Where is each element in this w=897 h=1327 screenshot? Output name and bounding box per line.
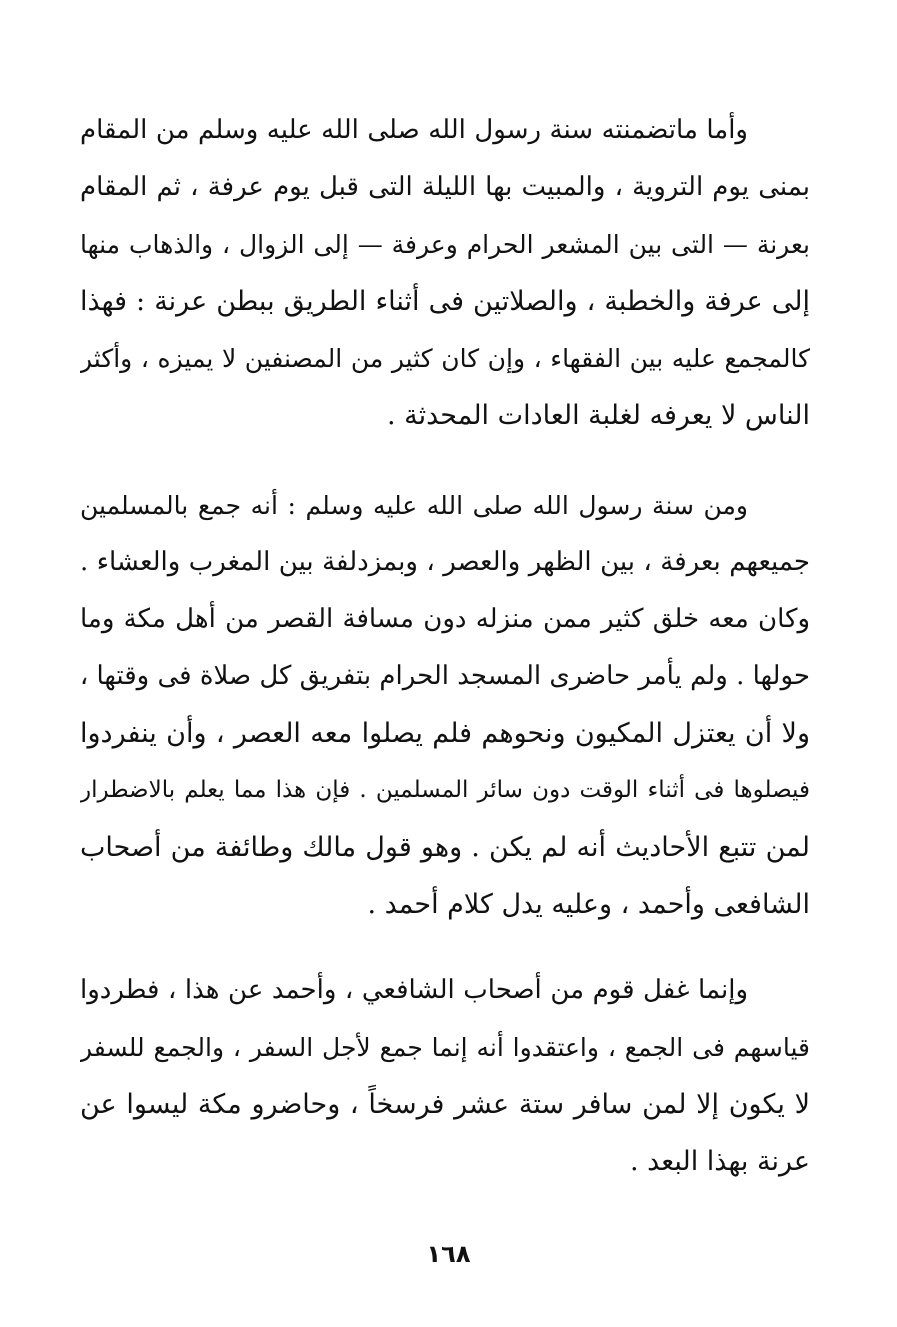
text-line: لا يكون إلا لمن سافر ستة عشر فرسخاً ، وحاضرو مكة ليسوا عن [80, 1089, 810, 1120]
text-line: فيصلوها فى أثناء الوقت دون سائر المسلمين . فإن هذا مما يعلم بالاضطرار [80, 777, 810, 803]
text-line: الناس لا يعرفه لغلبة العادات المحدثة . [386, 400, 810, 431]
text-line: وكان معه خلق كثير ممن منزله دون مسافة القصر من أهل مكة وما [80, 604, 810, 634]
text-line: بمنى يوم التروية ، والمبيت بها الليلة التى قبل يوم عرفة ، ثم المقام [80, 172, 810, 202]
text-line: وأما ماتضمنته سنة رسول الله صلى الله عليه وسلم من المقام [80, 115, 748, 145]
text-line: جميعهم بعرفة ، بين الظهر والعصر ، وبمزدلفة بين المغرب والعشاء . [80, 547, 810, 577]
text-line: ولا أن يعتزل المكيون ونحوهم فلم يصلوا معه العصر ، وأن ينفردوا [80, 718, 810, 749]
text-line: لمن تتبع الأحاديث أنه لم يكن . وهو قول مالك وطائفة من أصحاب [80, 832, 810, 863]
paragraph-3 [80, 962, 810, 1190]
page-number: ١٦٨ [426, 1240, 471, 1268]
text-line: حولها . ولم يأمر حاضرى المسجد الحرام بتفريق كل صلاة فى وقتها ، [80, 661, 810, 691]
text-line: بعرنة — التى بين المشعر الحرام وعرفة — إلى الزوال ، والذهاب منها [80, 230, 810, 259]
paragraph-2 [80, 477, 810, 933]
paragraph-1 [80, 102, 810, 444]
text-line: ومن سنة رسول الله صلى الله عليه وسلم : أنه جمع بالمسلمين [80, 491, 748, 520]
text-line: عرنة بهذا البعد . [629, 1146, 810, 1177]
text-line: إلى عرفة والخطبة ، والصلاتين فى أثناء الطريق ببطن عرنة : فهذا [80, 286, 810, 317]
text-line: قياسهم فى الجمع ، واعتقدوا أنه إنما جمع لأجل السفر ، والجمع للسفر [80, 1033, 810, 1062]
text-line: كالمجمع عليه بين الفقهاء ، وإن كان كثير من المصنفين لا يميزه ، وأكثر [80, 344, 810, 373]
text-line: الشافعى وأحمد ، وعليه يدل كلام أحمد . [367, 889, 810, 920]
text-line: وإنما غفل قوم من أصحاب الشافعي ، وأحمد عن هذا ، فطردوا [80, 975, 748, 1005]
